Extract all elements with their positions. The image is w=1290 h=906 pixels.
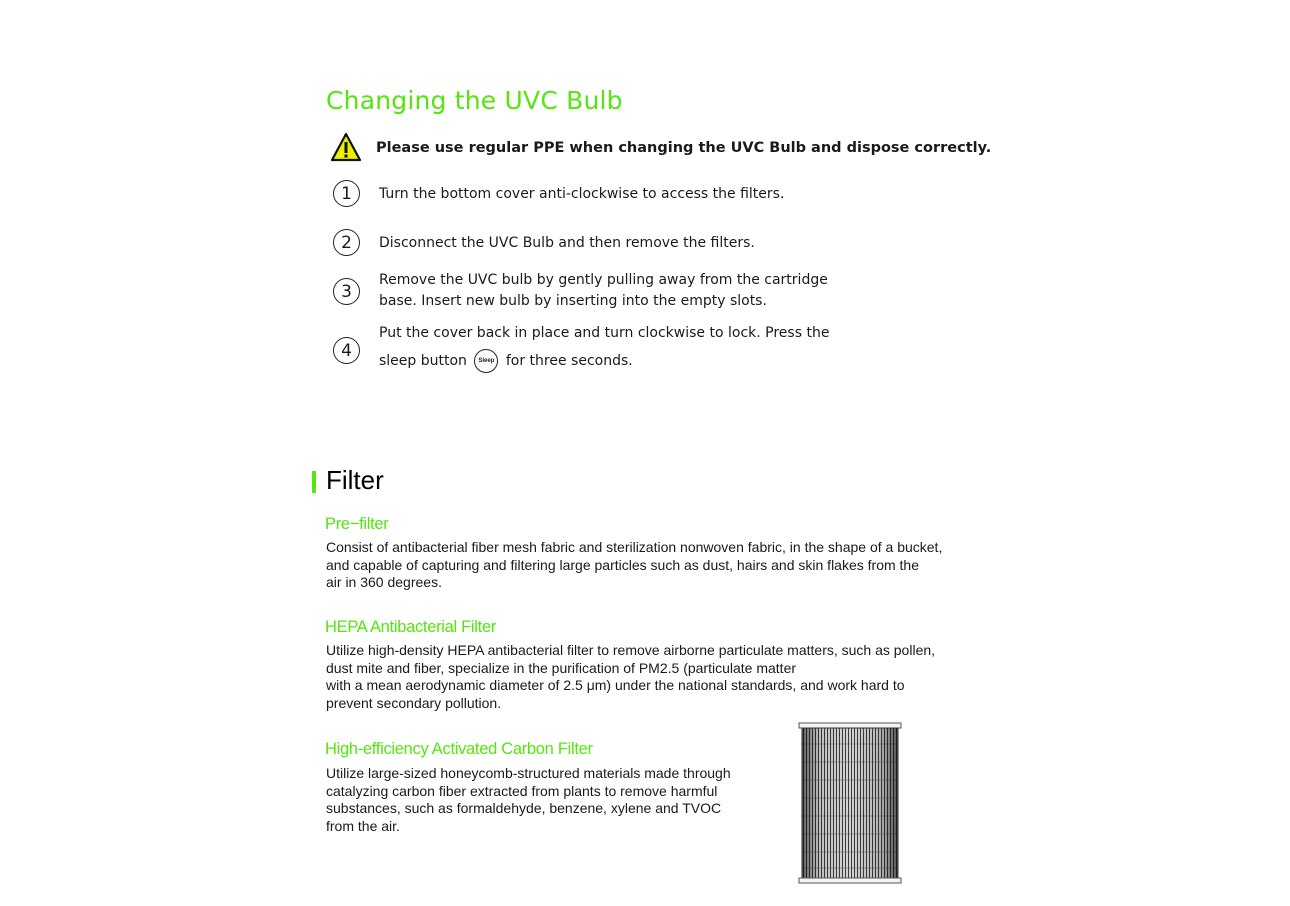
ppe-warning-text: Please use regular PPE when changing the UVC Bulb and dispose correctly. (376, 140, 992, 156)
uvc-section-title: Changing the UVC Bulb (326, 86, 623, 115)
carbon-line-2: catalyzing carbon fiber extracted from plants to remove harmful (326, 782, 718, 799)
pre-filter-line-3: air in 360 degrees. (326, 574, 442, 590)
hepa-line-1: Utilize high-density HEPA antibacterial filter to remove airborne particulate matters, such as pollen, (326, 642, 936, 658)
step-4-line-1: Put the cover back in place and turn clockwise to lock. Press the (379, 325, 830, 341)
step-2-text (379, 233, 755, 254)
warning-triangle-icon (330, 132, 362, 162)
hepa-line-2: dust mite and fiber, specialize in the purification of PM2.5 (particulate matter (326, 659, 797, 676)
step-1-text (379, 184, 784, 205)
hepa-line-4: prevent secondary pollution. (326, 694, 502, 711)
carbon-line-1: Utilize large-sized honeycomb-structured materials made through (326, 765, 731, 781)
step-2-line: Disconnect the UVC Bulb and then remove the filters. (379, 235, 755, 251)
step-4-line-2-before: sleep button (379, 353, 467, 369)
carbon-line-4: from the air. (326, 817, 400, 834)
step-1-line: Turn the bottom cover anti-clockwise to access the filters. (379, 186, 785, 202)
pre-filter-title: Pre−filter (325, 515, 389, 533)
filter-section-title: Filter (326, 465, 384, 495)
pre-filter-line-2: and capable of capturing and filtering large particles such as dust, hairs and skin flakes from the (326, 556, 919, 573)
step-3-line-1: Remove the UVC bulb by gently pulling away from the cartridge (379, 272, 828, 288)
pre-filter-line-1: Consist of antibacterial fiber mesh fabric and sterilization nonwoven fabric, in the shape of a bucket, (326, 539, 943, 555)
step-2-number-icon: 2 (333, 229, 360, 256)
step-4-line-2 (379, 349, 829, 373)
step-4-line-2-after: for three seconds. (505, 353, 633, 369)
step-3-number-icon: 3 (333, 278, 360, 305)
step-4-number-icon: 4 (333, 337, 360, 364)
carbon-filter-description (326, 765, 731, 835)
step-3-line-2: base. Insert new bulb by inserting into the empty slots. (379, 293, 767, 309)
hepa-filter-title: HEPA Antibacterial Filter (325, 618, 497, 636)
filter-accent-bar (312, 471, 316, 493)
step-1-number-icon: 1 (333, 180, 360, 207)
step-4-text (379, 323, 829, 373)
carbon-filter-title: High-efficiency Activated Carbon Filter (325, 740, 593, 758)
hepa-filter-description (326, 642, 935, 712)
sleep-button-icon: Sleep (474, 349, 498, 373)
step-3-text (379, 270, 828, 312)
hepa-line-3: with a mean aerodynamic diameter of 2.5 μm) under the national standards, and work hard to (326, 677, 905, 693)
carbon-line-3: substances, such as formaldehyde, benzene, xylene and TVOC (326, 800, 722, 816)
filter-cartridge-image (797, 722, 903, 884)
pre-filter-description (326, 539, 942, 592)
